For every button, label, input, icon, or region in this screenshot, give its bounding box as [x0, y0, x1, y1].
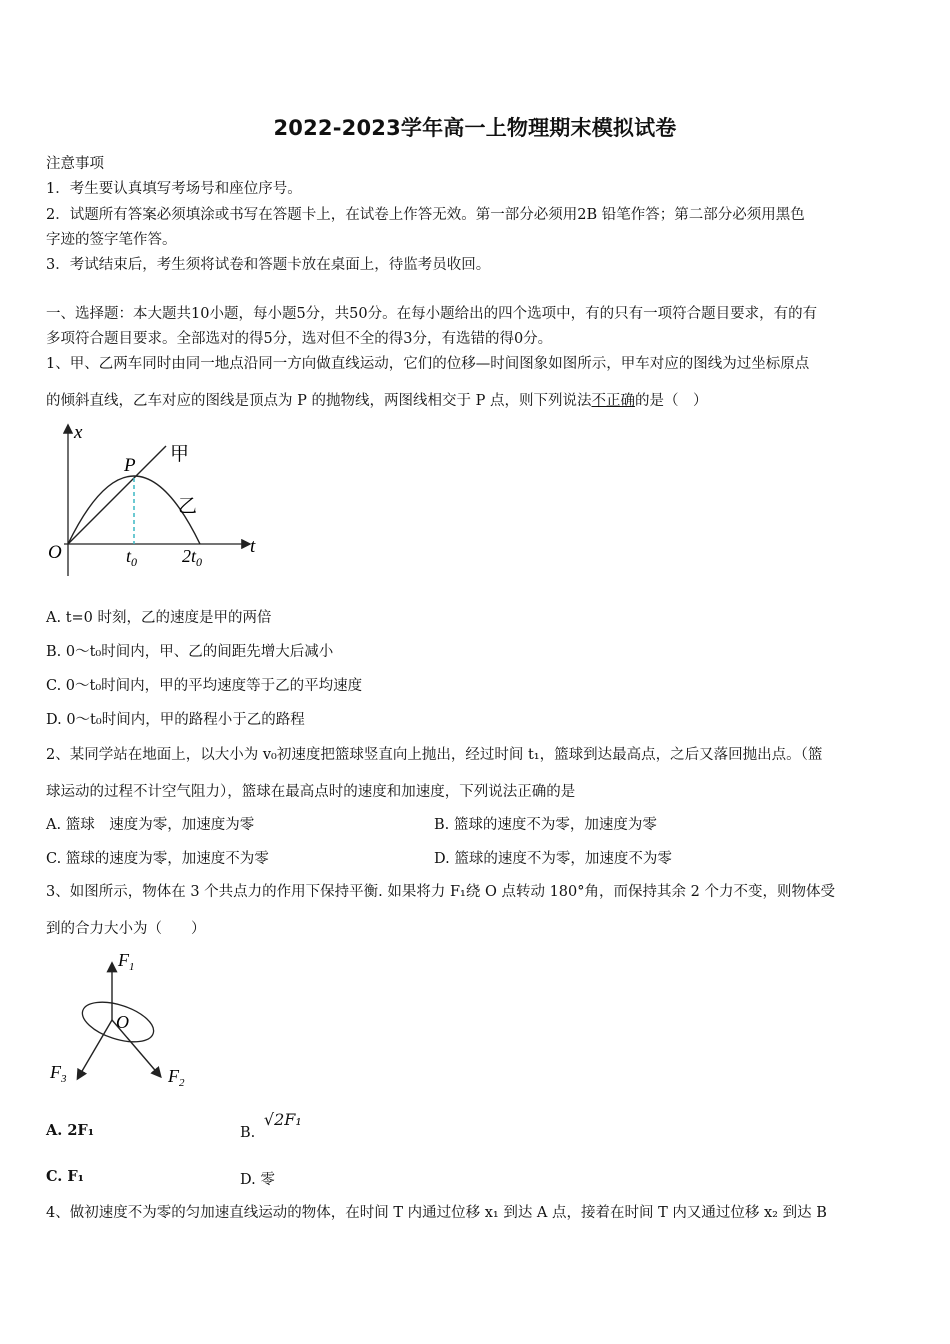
yi-label: 乙 — [178, 496, 198, 517]
axis-x-label: x — [74, 422, 83, 443]
f3-sub: 3 — [61, 1073, 67, 1085]
q2-line1: 2、某同学站在地面上，以大小为 v₀初速度把篮球竖直向上抛出，经过时间 t₁，篮球到达最高点，之后又落回抛出点。（篮 — [46, 747, 823, 763]
tick-2t0 — [182, 546, 202, 569]
f2-label — [167, 1066, 185, 1089]
q3-option-d: D. 零 — [240, 1172, 275, 1188]
q3-line2: 到的合力大小为（ ） — [46, 921, 206, 937]
f3-main: F — [50, 1062, 61, 1082]
notice-item-2-cont: 字迹的签字笔作答。 — [46, 232, 177, 248]
notice-item-1: 1．考生要认真填写考场号和座位序号。 — [46, 181, 302, 197]
q3-option-b-prefix: B. — [240, 1125, 256, 1141]
f2-main: F — [168, 1066, 179, 1086]
jia-label: 甲 — [170, 444, 190, 465]
center-o-label: O — [116, 1012, 129, 1032]
q1-option-c: C. 0～t₀时间内，甲的平均速度等于乙的平均速度 — [46, 678, 363, 694]
section1-line2: 多项符合题目要求。全部选对的得5分，选对但不全的得3分，有选错的得0分。 — [46, 331, 553, 347]
q1-line2 — [46, 389, 707, 410]
q4-line1: 4、做初速度不为零的匀加速直线运动的物体，在时间 T 内通过位移 x₁ 到达 A 点，接着在时间 T 内又通过位移 x₂ 到达 B — [46, 1205, 827, 1221]
q2-line2: 球运动的过程不计空气阻力），篮球在最高点时的速度和加速度，下列说法正确的是 — [46, 784, 576, 800]
q3-option-c: C. F₁ — [46, 1168, 85, 1185]
notice-item-3: 3．考试结束后，考生须将试卷和答题卡放在桌面上，待监考员收回。 — [46, 257, 491, 273]
point-p-label: P — [124, 455, 136, 476]
q1-option-b: B. 0～t₀时间内，甲、乙的间距先增大后减小 — [46, 644, 334, 660]
q2-option-d: D. 篮球的速度不为零，加速度不为零 — [434, 851, 672, 867]
q1-xt-graph — [44, 418, 274, 583]
notice-heading: 注意事项 — [46, 156, 104, 172]
page-title: 2022-2023学年高一上物理期末模拟试卷 — [273, 116, 677, 140]
q3-option-b — [240, 1110, 302, 1141]
notice-item-2: 2．试题所有答案必须填涂或书写在答题卡上，在试卷上作答无效。第一部分必须用2B 铅笔作答；第二部分必须用黑色 — [46, 207, 805, 223]
q1-option-d: D. 0～t₀时间内，甲的路程小于乙的路程 — [46, 712, 305, 728]
q1-line1: 1、甲、乙两车同时由同一地点沿同一方向做直线运动，它们的位移—时间图象如图所示，甲车对应的图线为过坐标原点 — [46, 356, 810, 372]
tick-t0-sub: 0 — [131, 555, 138, 569]
tick-t0-main: t — [126, 546, 132, 566]
q1-line2-pre: 的倾斜直线，乙车对应的图线是顶点为 P 的抛物线，两图线相交于 P 点，则下列说法 — [46, 393, 592, 409]
q3-option-a: A. 2F₁ — [46, 1122, 95, 1139]
tick-2t0-sub: 0 — [196, 555, 203, 569]
f1-sub: 1 — [129, 961, 135, 973]
tick-2t0-main: 2t — [182, 546, 197, 566]
q3-option-b-value: √2F₁ — [263, 1110, 302, 1129]
q1-option-a: A. t=0 时刻，乙的速度是甲的两倍 — [46, 610, 272, 626]
section1-line1: 一、选择题：本大题共10小题，每小题5分，共50分。在每小题给出的四个选项中，有的只有一项符合题目要求，有的有 — [46, 306, 818, 322]
tick-t0 — [126, 546, 137, 569]
q3-force-figure — [44, 944, 204, 1094]
q3-line1: 3、如图所示，物体在 3 个共点力的作用下保持平衡. 如果将力 F₁绕 O 点转动 180°角，而保持其余 2 个力不变，则物体受 — [46, 884, 835, 900]
q1-line2-post: 的是（ ） — [634, 393, 708, 409]
q2-option-c: C. 篮球的速度为零，加速度不为零 — [46, 851, 269, 867]
f2-sub: 2 — [179, 1077, 185, 1089]
line-jia — [68, 446, 166, 544]
force-f3-arrow — [78, 1020, 112, 1078]
q1-line2-underlined: 不正确 — [591, 393, 635, 409]
origin-label: O — [48, 542, 62, 563]
q2-option-b: B. 篮球的速度不为零，加速度为零 — [434, 817, 657, 833]
f3-label — [49, 1062, 67, 1085]
f1-main: F — [118, 950, 129, 970]
f1-label — [117, 950, 135, 973]
q2-option-a: A. 篮球 速度为零，加速度为零 — [46, 817, 255, 833]
axis-t-label: t — [250, 536, 256, 557]
